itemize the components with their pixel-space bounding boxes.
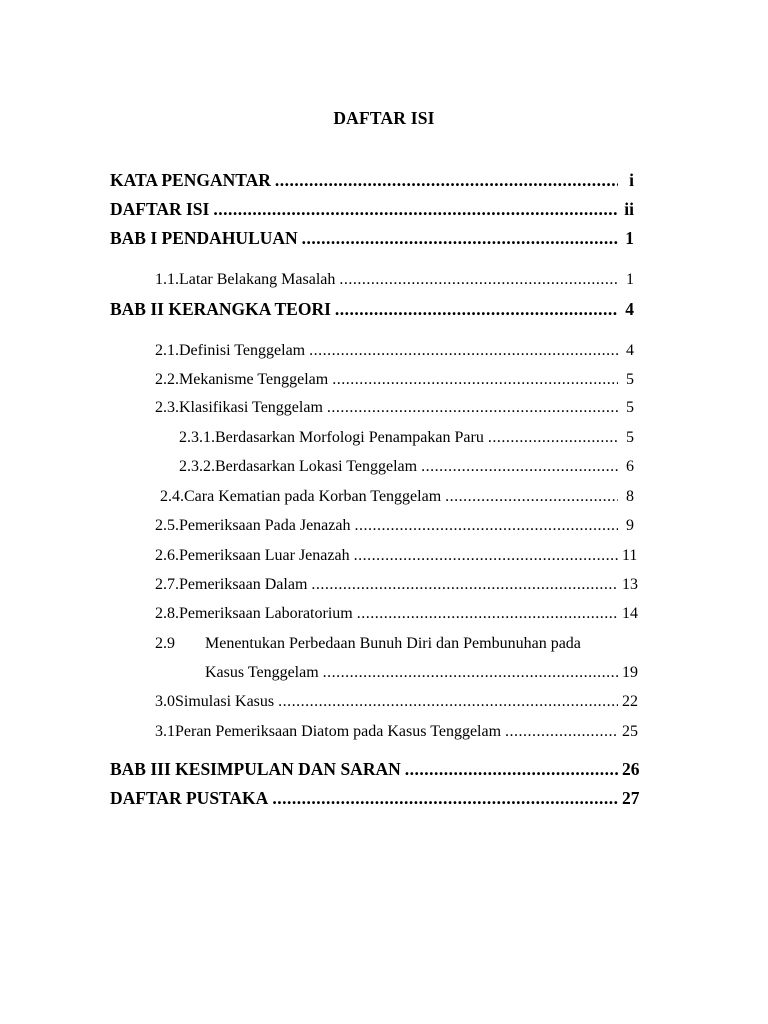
- toc-page-number: 8: [626, 488, 634, 505]
- toc-page-number: 5: [626, 371, 634, 388]
- toc-leader-dots: [311, 573, 618, 597]
- toc-page-number: 6: [626, 458, 634, 475]
- toc-leader-dots: [488, 426, 618, 450]
- toc-entry-2-9-first-line: [155, 632, 581, 656]
- toc-section-number: 2.1.: [155, 342, 179, 359]
- toc-label: KATA PENGANTAR: [110, 170, 271, 190]
- toc-page-number: 4: [626, 342, 634, 359]
- toc-entry-2-3-2: [179, 455, 634, 479]
- toc-label: Mekanisme Tenggelam: [179, 371, 329, 388]
- toc-label: Menentukan Perbedaan Bunuh Diri dan Pembunuhan pada: [205, 635, 581, 652]
- toc-page-number: 22: [622, 693, 638, 710]
- toc-section-number: 2.3.: [155, 399, 179, 416]
- toc-page-number: 19: [622, 664, 638, 681]
- toc-leader-dots: [323, 661, 618, 685]
- toc-section-number: 2.3.2.: [179, 458, 215, 475]
- toc-leader-dots: [405, 757, 618, 781]
- toc-page-number: 25: [622, 723, 638, 740]
- toc-entry-2-2: [155, 368, 634, 392]
- toc-entry-3-1: [155, 720, 638, 744]
- toc-page-number: 4: [625, 299, 634, 319]
- toc-leader-dots: [275, 168, 618, 192]
- toc-label: Kasus Tenggelam: [205, 664, 319, 681]
- toc-entry-2-4: [160, 485, 634, 509]
- toc-entry-daftar-isi: [110, 197, 634, 221]
- toc-label: Klasifikasi Tenggelam: [179, 399, 323, 416]
- toc-section-number: 2.7.: [155, 576, 179, 593]
- toc-entry-bab-1: [110, 226, 634, 250]
- toc-section-number: 2.3.1.: [179, 429, 215, 446]
- toc-entry-2-6: [155, 544, 638, 568]
- toc-label: Peran Pemeriksaan Diatom pada Kasus Tenggelam: [175, 723, 502, 740]
- toc-section-number: 2.2.: [155, 371, 179, 388]
- toc-section-number: 3.0: [155, 693, 175, 710]
- toc-page-number: 11: [622, 547, 638, 564]
- toc-label: Berdasarkan Lokasi Tenggelam: [215, 458, 418, 475]
- toc-leader-dots: [213, 197, 618, 221]
- toc-entry-kata-pengantar: [110, 168, 634, 192]
- toc-leader-dots: [335, 297, 618, 321]
- toc-entry-2-8: [155, 602, 638, 626]
- toc-entry-2-7: [155, 573, 638, 597]
- toc-leader-dots: [272, 786, 618, 810]
- toc-entry-2-9-continuation: [205, 661, 638, 685]
- toc-page-number: 5: [626, 429, 634, 446]
- toc-leader-dots: [332, 368, 618, 392]
- toc-entry-bab-3: [110, 757, 640, 781]
- toc-label: Pemeriksaan Pada Jenazah: [179, 517, 351, 534]
- toc-label: DAFTAR PUSTAKA: [110, 788, 269, 808]
- toc-page-number: ii: [624, 199, 634, 219]
- toc-page-number: 1: [626, 271, 634, 288]
- toc-leader-dots: [327, 396, 618, 420]
- toc-leader-dots: [302, 226, 618, 250]
- toc-leader-dots: [354, 514, 618, 538]
- toc-leader-dots: [278, 690, 618, 714]
- toc-page-number: 1: [625, 228, 634, 248]
- toc-page-number: i: [629, 170, 634, 190]
- toc-label: Pemeriksaan Laboratorium: [179, 605, 353, 622]
- toc-leader-dots: [339, 268, 618, 292]
- toc-label: Latar Belakang Masalah: [179, 271, 336, 288]
- toc-entry-2-1: [155, 339, 634, 363]
- toc-section-number: 2.4.: [160, 488, 184, 505]
- toc-section-number: 1.1.: [155, 271, 179, 288]
- toc-page-number: 27: [622, 788, 640, 808]
- toc-section-number: 2.8.: [155, 605, 179, 622]
- toc-entry-2-5: [155, 514, 634, 538]
- toc-leader-dots: [445, 485, 618, 509]
- toc-section-number: 3.1: [155, 723, 175, 740]
- toc-label: Berdasarkan Morfologi Penampakan Paru: [215, 429, 484, 446]
- toc-label: Cara Kematian pada Korban Tenggelam: [184, 488, 442, 505]
- toc-entry-1-1: [155, 268, 634, 292]
- toc-label: Simulasi Kasus: [175, 693, 275, 710]
- toc-page-number: 14: [622, 605, 638, 622]
- toc-section-number: 2.9: [155, 635, 175, 652]
- toc-page-number: 26: [622, 759, 640, 779]
- toc-label: BAB II KERANGKA TEORI: [110, 299, 331, 319]
- toc-leader-dots: [505, 720, 618, 744]
- toc-entry-bab-2: [110, 297, 634, 321]
- toc-page-number: 9: [626, 517, 634, 534]
- toc-page-number: 5: [626, 399, 634, 416]
- toc-page-number: 13: [622, 576, 638, 593]
- toc-label: DAFTAR ISI: [110, 199, 210, 219]
- toc-label: Pemeriksaan Luar Jenazah: [179, 547, 350, 564]
- toc-entry-2-3: [155, 396, 634, 420]
- toc-entry-2-3-1: [179, 426, 634, 450]
- toc-section-number: 2.5.: [155, 517, 179, 534]
- toc-leader-dots: [354, 544, 618, 568]
- toc-leader-dots: [421, 455, 618, 479]
- toc-label: BAB III KESIMPULAN DAN SARAN: [110, 759, 401, 779]
- toc-leader-dots: [309, 339, 618, 363]
- toc-section-number: 2.6.: [155, 547, 179, 564]
- toc-entry-3-0: [155, 690, 638, 714]
- page-title: DAFTAR ISI: [333, 108, 435, 128]
- toc-entry-daftar-pustaka: [110, 786, 640, 810]
- toc-label: BAB I PENDAHULUAN: [110, 228, 298, 248]
- toc-label: Definisi Tenggelam: [179, 342, 306, 359]
- toc-label: Pemeriksaan Dalam: [179, 576, 308, 593]
- toc-leader-dots: [357, 602, 618, 626]
